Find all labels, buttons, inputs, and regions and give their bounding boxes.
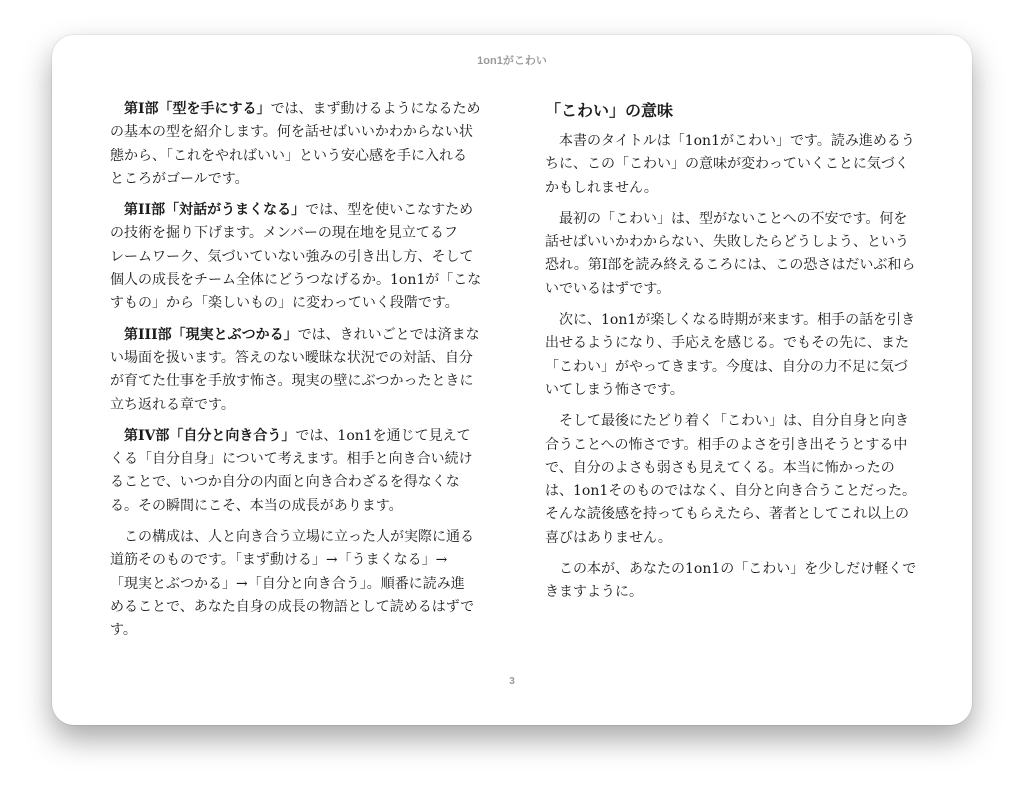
text-run: この本が、あなたの1on1の「こわい」を少しだけ軽くで: [559, 561, 917, 578]
text-run: では、型を使いこなすため: [305, 202, 474, 219]
text-line: ちに、この「こわい」の意味が変わっていくことに気づく: [545, 156, 909, 173]
text-line: [110, 425, 480, 448]
paragraph: [545, 208, 915, 301]
text-run: 最初の「こわい」は、型がないことへの不安です。何を: [559, 210, 908, 227]
text-run: では、まず動けるようになるため: [270, 101, 481, 117]
book-reader-window: [52, 35, 972, 725]
text-run: では、1on1を通じて見えて: [295, 427, 471, 444]
text-run: 次に、1on1が楽しくなる時期が来ます。相手の話を引き: [559, 312, 916, 329]
text-line: すもの」から「楽しいもの」に変わっていく段階です。: [110, 295, 459, 312]
part-title: 第IV部「自分と向き合う」: [124, 427, 296, 444]
paragraph: [110, 324, 480, 417]
book-title: 1on1がこわい: [477, 55, 547, 67]
page-number: 3: [509, 676, 515, 687]
text-line: は、1on1そのものではなく、自分と向き合うことだった。: [545, 483, 916, 500]
left-page: [110, 98, 480, 651]
text-line: い場面を扱います。答えのない曖昧な状況での対話、自分: [110, 349, 473, 366]
text-line: いでいるはずです。: [545, 280, 671, 297]
text-line: [110, 199, 480, 222]
text-line: 「こわい」がやってきます。今度は、自分の力不足に気づ: [545, 358, 908, 375]
text-run: この構成は、人と向き合う立場に立った人が実際に通る: [124, 529, 474, 546]
paragraph: [110, 526, 480, 642]
paragraph: [110, 98, 480, 191]
text-line: [545, 558, 915, 581]
section-heading: 「こわい」の意味: [545, 101, 674, 120]
text-line: 個人の成長をチーム全体にどうつなげるか。1on1が「こな: [110, 272, 482, 289]
text-line: ることで、いつか自分の内面と向き合わざるを得なくな: [110, 474, 460, 491]
text-run: 本書のタイトルは「1on1がこわい」です。読み進めるう: [559, 133, 915, 149]
part-title: 第II部「対話がうまくなる」: [124, 202, 306, 219]
paragraph: [110, 199, 480, 315]
text-line: [545, 130, 915, 153]
text-line: [110, 526, 480, 549]
text-line: そんな読後感を持ってもらえたら、著者としてこれ以上の: [545, 506, 909, 523]
text-run: では、きれいごとでは済まな: [297, 326, 480, 343]
text-line: 合うことへの怖さです。相手のよさを引き出そうとする中: [545, 436, 908, 453]
text-line: かもしれません。: [545, 179, 658, 196]
text-line: くる「自分自身」について考えます。相手と向き合い続け: [110, 451, 473, 468]
paragraph: [545, 130, 915, 200]
text-line: 態から、「これをやればいい」という安心感を手に入れる: [110, 147, 467, 164]
text-run: そして最後にたどり着く「こわい」は、自分自身と向き: [559, 413, 909, 430]
text-line: [110, 324, 480, 347]
text-line: [545, 309, 915, 332]
part-title: 第I部「型を手にする」: [124, 101, 271, 117]
paragraph: [545, 410, 915, 550]
text-line: レームワーク、気づいていない強みの引き出し方、そして: [110, 248, 474, 265]
text-line: 恐れ。第I部を読み終えるころには、この恐さはだいぶ和ら: [545, 257, 916, 274]
text-line: 喜びはありません。: [545, 529, 672, 546]
text-line: [545, 208, 915, 231]
text-line: の技術を掘り下げます。メンバーの現在地を見立てるフ: [110, 225, 458, 242]
text-line: の基本の型を紹介します。何を話せばいいかわからない状: [110, 124, 473, 141]
text-line: いてしまう怖さです。: [545, 381, 684, 398]
text-line: [110, 98, 480, 121]
text-line: 「現実とぶつかる」→「自分と向き合う」。順番に読み進: [110, 575, 465, 592]
right-page: [545, 98, 915, 613]
text-line: [545, 410, 915, 433]
text-line: きますように。: [545, 584, 643, 601]
part-title: 第III部「現実とぶつかる」: [124, 326, 298, 343]
text-line: 道筋そのものです。「まず動ける」→「うまくなる」→: [110, 552, 448, 569]
paragraph: [110, 425, 480, 518]
text-line: 立ち返れる章です。: [110, 396, 235, 413]
text-line: めることで、あなた自身の成長の物語として読めるはずで: [110, 598, 475, 615]
text-line: が育てた仕事を手放す怖さ。現実の壁にぶつかったときに: [110, 373, 474, 390]
text-line: 話せばいいかわからない、失敗したらどうしよう、という: [545, 234, 909, 251]
text-line: で、自分のよさも弱さも見えてくる。本当に怖かったの: [545, 459, 895, 476]
paragraph: [545, 558, 915, 605]
text-line: す。: [110, 622, 137, 639]
text-line: る。その瞬間にこそ、本当の成長があります。: [110, 497, 403, 514]
paragraph: [545, 309, 915, 402]
text-line: ところがゴールです。: [110, 170, 249, 187]
text-line: 出せるようになり、手応えを感じる。でもその先に、また: [545, 335, 909, 352]
